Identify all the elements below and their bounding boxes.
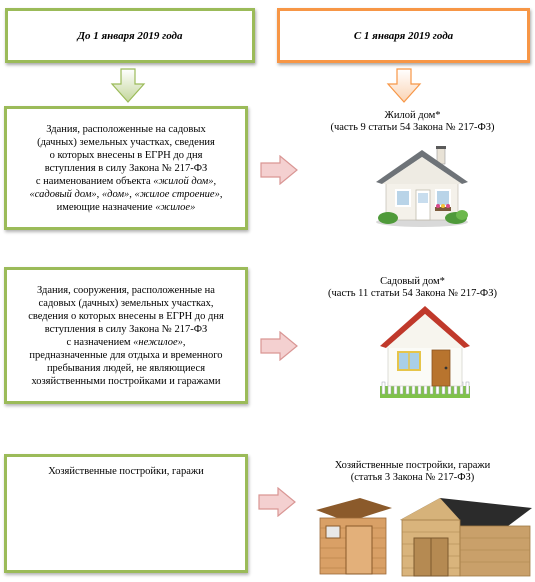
source-text-residential (30, 123, 223, 214)
text-line: сведения о которых внесены в ЕГРН до дня (28, 310, 224, 322)
source-text-outbuildings (48, 465, 204, 478)
header-before-2019 (5, 8, 255, 63)
right-arrow-icon (260, 331, 298, 361)
text-line: хозяйственными постройками и гаражами (31, 375, 221, 387)
text-line: Здания, расположенные на садовых (46, 123, 206, 135)
text-line: пребывания людей, не являющиеся (46, 362, 206, 374)
text-line: Здания, сооружения, расположенные на (37, 284, 215, 296)
target-title: Садовый дом* (380, 276, 445, 287)
header-before-2019-label: До 1 января 2019 года (77, 29, 183, 42)
target-law-reference: (часть 9 статьи 54 Закона № 217-ФЗ) (330, 122, 495, 133)
header-after-2019-label: С 1 января 2019 года (353, 29, 454, 42)
source-text-garden (28, 284, 224, 388)
source-box-residential (4, 106, 248, 230)
text-line: о которых внесены в ЕГРН до дня (49, 149, 203, 161)
residential-house-icon (372, 140, 472, 228)
text-line: с назначением «нежилое», (66, 336, 186, 348)
text-line: предназначенные для отдыха и временного (29, 349, 223, 361)
target-title: Жилой дом* (384, 110, 441, 121)
text-line: Хозяйственные постройки, гаражи (48, 466, 204, 477)
right-arrow-icon (258, 487, 296, 517)
target-law-reference: (статья 3 Закона № 217-ФЗ) (350, 472, 475, 483)
source-box-garden (4, 267, 248, 404)
target-law-reference: (часть 11 статьи 54 Закона № 217-ФЗ) (328, 288, 497, 299)
text-line: вступления в силу Закона № 217-ФЗ (44, 323, 208, 335)
text-line: «садовый дом», «дом», «жилое строение», (29, 188, 223, 200)
down-arrow-green-icon (110, 68, 146, 104)
target-garden-house (295, 276, 530, 300)
target-title: Хозяйственные постройки, гаражи (334, 460, 491, 471)
source-box-outbuildings (4, 454, 248, 573)
text-line: садовых (дачных) земельных участках, (38, 297, 214, 309)
text-line: (дачных) земельных участках, сведения (37, 136, 215, 148)
target-outbuildings (295, 460, 530, 484)
garden-house-icon (378, 300, 472, 400)
text-line: вступления в силу Закона № 217-ФЗ (44, 162, 208, 174)
text-line: с наименованием объекта «жилой дом», (35, 175, 217, 187)
shed-garage-icon (310, 492, 534, 580)
header-after-2019 (277, 8, 530, 63)
right-arrow-icon (260, 155, 298, 185)
text-line: имеющие назначение «жилое» (56, 201, 196, 213)
down-arrow-orange-icon (386, 68, 422, 104)
target-residential-house (295, 110, 530, 134)
